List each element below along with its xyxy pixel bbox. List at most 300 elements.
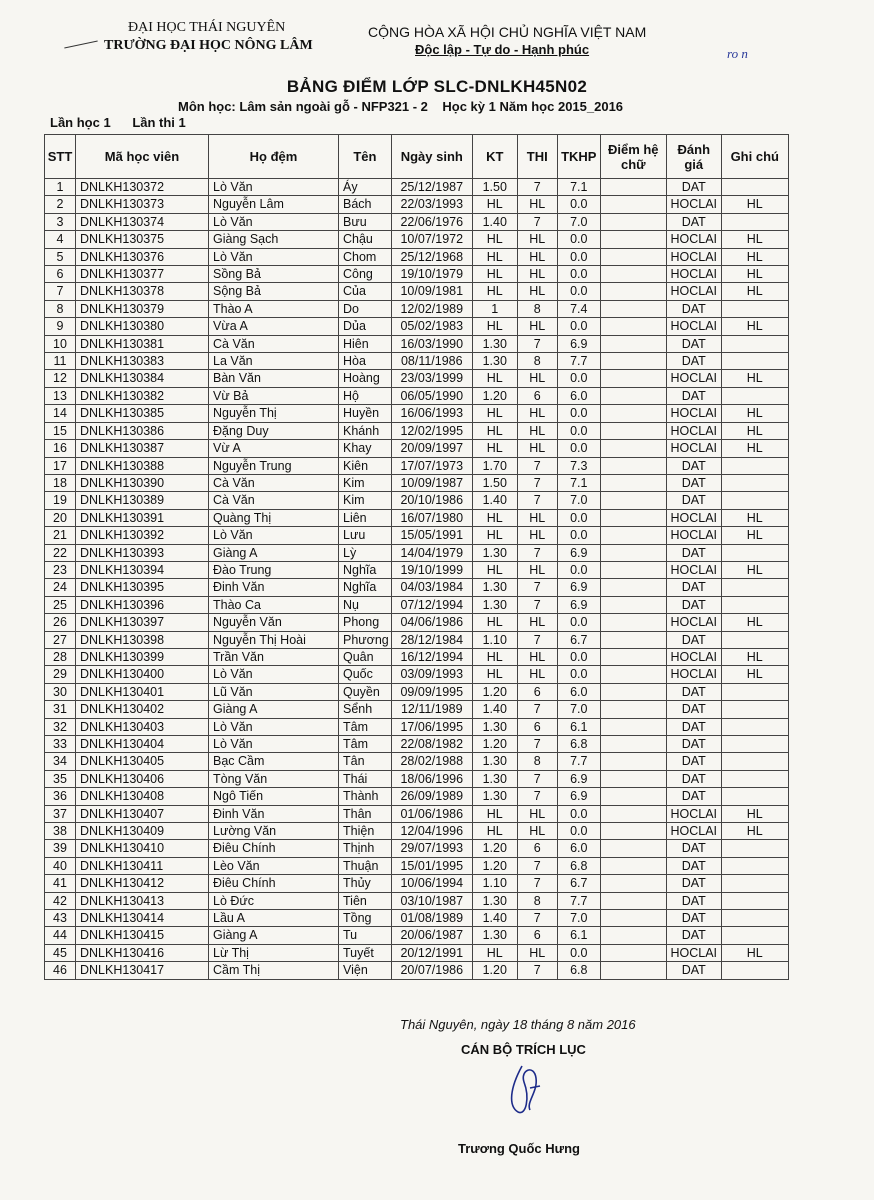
cell-student-id: DNLKH130407 <box>76 805 209 822</box>
cell-letter-grade <box>600 266 666 283</box>
cell-kt: HL <box>472 944 517 961</box>
cell-student-id: DNLKH130413 <box>76 892 209 909</box>
cell-kt: HL <box>472 509 517 526</box>
cell-letter-grade <box>600 231 666 248</box>
column-header: STT <box>45 135 76 179</box>
cell-birthdate: 22/08/1982 <box>391 736 472 753</box>
cell-thi: 7 <box>517 857 557 874</box>
cell-birthdate: 22/06/1976 <box>391 213 472 230</box>
cell-given-name: Liên <box>339 509 392 526</box>
cell-note <box>721 892 788 909</box>
table-header-row <box>45 135 789 179</box>
cell-kt: HL <box>472 231 517 248</box>
cell-stt: 8 <box>45 300 76 317</box>
cell-tkhp: 6.8 <box>557 857 600 874</box>
cell-surname: Giàng A <box>209 544 339 561</box>
cell-birthdate: 12/02/1995 <box>391 422 472 439</box>
cell-given-name: Dủa <box>339 318 392 335</box>
cell-letter-grade <box>600 701 666 718</box>
cell-note: HL <box>721 231 788 248</box>
cell-surname: Nguyễn Lâm <box>209 196 339 213</box>
cell-kt: 1.40 <box>472 701 517 718</box>
cell-letter-grade <box>600 283 666 300</box>
cell-given-name: Công <box>339 266 392 283</box>
cell-birthdate: 26/09/1989 <box>391 788 472 805</box>
table-row <box>45 387 789 404</box>
cell-kt: 1.30 <box>472 788 517 805</box>
cell-note <box>721 962 788 979</box>
cell-tkhp: 7.7 <box>557 353 600 370</box>
cell-stt: 40 <box>45 857 76 874</box>
cell-stt: 20 <box>45 509 76 526</box>
attempt-info <box>50 115 204 130</box>
cell-evaluation: DAT <box>666 875 721 892</box>
table-row <box>45 283 789 300</box>
table-row <box>45 440 789 457</box>
cell-note <box>721 300 788 317</box>
cell-note: HL <box>721 248 788 265</box>
cell-surname: Giàng Sạch <box>209 231 339 248</box>
table-row <box>45 300 789 317</box>
cell-student-id: DNLKH130412 <box>76 875 209 892</box>
table-row <box>45 596 789 613</box>
cell-tkhp: 0.0 <box>557 509 600 526</box>
table-row <box>45 474 789 491</box>
cell-tkhp: 6.8 <box>557 962 600 979</box>
cell-note <box>721 910 788 927</box>
cell-tkhp: 0.0 <box>557 318 600 335</box>
cell-evaluation: HOCLAI <box>666 422 721 439</box>
cell-surname: Nguyễn Thị Hoài <box>209 631 339 648</box>
cell-evaluation: DAT <box>666 631 721 648</box>
column-header: Họ đệm <box>209 135 339 179</box>
cell-birthdate: 20/09/1997 <box>391 440 472 457</box>
cell-surname: Vừ Bả <box>209 387 339 404</box>
cell-student-id: DNLKH130376 <box>76 248 209 265</box>
cell-student-id: DNLKH130402 <box>76 701 209 718</box>
cell-note: HL <box>721 648 788 665</box>
cell-birthdate: 12/11/1989 <box>391 701 472 718</box>
cell-note: HL <box>721 805 788 822</box>
cell-note <box>721 457 788 474</box>
cell-stt: 37 <box>45 805 76 822</box>
cell-letter-grade <box>600 823 666 840</box>
cell-evaluation: DAT <box>666 840 721 857</box>
cell-note <box>721 683 788 700</box>
cell-given-name: Tu <box>339 927 392 944</box>
cell-thi: 7 <box>517 875 557 892</box>
cell-kt: 1.20 <box>472 962 517 979</box>
cell-note <box>721 474 788 491</box>
cell-student-id: DNLKH130410 <box>76 840 209 857</box>
cell-given-name: Hộ <box>339 387 392 404</box>
cell-evaluation: DAT <box>666 788 721 805</box>
cell-stt: 36 <box>45 788 76 805</box>
cell-birthdate: 29/07/1993 <box>391 840 472 857</box>
cell-tkhp: 6.7 <box>557 631 600 648</box>
cell-note: HL <box>721 440 788 457</box>
cell-note: HL <box>721 422 788 439</box>
cell-kt: HL <box>472 370 517 387</box>
cell-surname: Cà Văn <box>209 474 339 491</box>
cell-student-id: DNLKH130389 <box>76 492 209 509</box>
cell-evaluation: DAT <box>666 718 721 735</box>
cell-letter-grade <box>600 387 666 404</box>
cell-note <box>721 631 788 648</box>
cell-student-id: DNLKH130379 <box>76 300 209 317</box>
cell-birthdate: 20/10/1986 <box>391 492 472 509</box>
cell-stt: 14 <box>45 405 76 422</box>
cell-tkhp: 0.0 <box>557 561 600 578</box>
cell-thi: 7 <box>517 596 557 613</box>
cell-tkhp: 0.0 <box>557 823 600 840</box>
cell-tkhp: 6.9 <box>557 579 600 596</box>
cell-student-id: DNLKH130380 <box>76 318 209 335</box>
cell-evaluation: DAT <box>666 335 721 352</box>
cell-evaluation: HOCLAI <box>666 266 721 283</box>
cell-stt: 21 <box>45 527 76 544</box>
handwritten-note: ro n <box>727 46 748 61</box>
cell-stt: 26 <box>45 614 76 631</box>
cell-student-id: DNLKH130390 <box>76 474 209 491</box>
column-header: TKHP <box>557 135 600 179</box>
cell-evaluation: DAT <box>666 736 721 753</box>
cell-note <box>721 857 788 874</box>
cell-student-id: DNLKH130396 <box>76 596 209 613</box>
study-attempt: Lần học 1 <box>50 115 111 130</box>
cell-student-id: DNLKH130415 <box>76 927 209 944</box>
cell-given-name: Hoàng <box>339 370 392 387</box>
cell-surname: Lường Văn <box>209 823 339 840</box>
cell-note <box>721 213 788 230</box>
cell-tkhp: 0.0 <box>557 614 600 631</box>
cell-stt: 30 <box>45 683 76 700</box>
cell-letter-grade <box>600 474 666 491</box>
table-row <box>45 335 789 352</box>
cell-birthdate: 25/12/1968 <box>391 248 472 265</box>
column-header: Ghi chú <box>721 135 788 179</box>
cell-kt: HL <box>472 405 517 422</box>
cell-note <box>721 492 788 509</box>
cell-given-name: Thịnh <box>339 840 392 857</box>
cell-student-id: DNLKH130417 <box>76 962 209 979</box>
cell-kt: HL <box>472 805 517 822</box>
cell-student-id: DNLKH130388 <box>76 457 209 474</box>
cell-note <box>721 753 788 770</box>
cell-given-name: Tân <box>339 753 392 770</box>
cell-student-id: DNLKH130378 <box>76 283 209 300</box>
cell-letter-grade <box>600 718 666 735</box>
table-row <box>45 248 789 265</box>
cell-stt: 38 <box>45 823 76 840</box>
cell-letter-grade <box>600 440 666 457</box>
cell-birthdate: 10/07/1972 <box>391 231 472 248</box>
cell-evaluation: HOCLAI <box>666 318 721 335</box>
cell-surname: Nguyễn Trung <box>209 457 339 474</box>
cell-evaluation: HOCLAI <box>666 944 721 961</box>
cell-birthdate: 16/07/1980 <box>391 509 472 526</box>
cell-birthdate: 19/10/1979 <box>391 266 472 283</box>
cell-student-id: DNLKH130398 <box>76 631 209 648</box>
cell-given-name: Bách <box>339 196 392 213</box>
cell-note <box>721 579 788 596</box>
cell-birthdate: 15/05/1991 <box>391 527 472 544</box>
cell-surname: Lò Văn <box>209 736 339 753</box>
cell-evaluation: HOCLAI <box>666 370 721 387</box>
cell-evaluation: HOCLAI <box>666 648 721 665</box>
cell-letter-grade <box>600 683 666 700</box>
cell-evaluation: DAT <box>666 753 721 770</box>
cell-kt: 1.30 <box>472 718 517 735</box>
cell-surname: Điêu Chính <box>209 875 339 892</box>
cell-thi: 8 <box>517 892 557 909</box>
cell-letter-grade <box>600 892 666 909</box>
cell-tkhp: 0.0 <box>557 266 600 283</box>
cell-birthdate: 16/06/1993 <box>391 405 472 422</box>
cell-thi: 7 <box>517 474 557 491</box>
cell-kt: HL <box>472 422 517 439</box>
cell-letter-grade <box>600 962 666 979</box>
table-row <box>45 857 789 874</box>
cell-letter-grade <box>600 457 666 474</box>
cell-birthdate: 05/02/1983 <box>391 318 472 335</box>
cell-kt: 1.30 <box>472 927 517 944</box>
cell-surname: Sộng Bả <box>209 283 339 300</box>
cell-stt: 31 <box>45 701 76 718</box>
cell-kt: 1.30 <box>472 596 517 613</box>
cell-thi: HL <box>517 614 557 631</box>
national-title: CỘNG HÒA XÃ HỘI CHỦ NGHĨA VIỆT NAM <box>368 24 647 40</box>
cell-note <box>721 335 788 352</box>
cell-letter-grade <box>600 579 666 596</box>
cell-evaluation: DAT <box>666 892 721 909</box>
cell-student-id: DNLKH130383 <box>76 353 209 370</box>
cell-given-name: Quyền <box>339 683 392 700</box>
cell-thi: 6 <box>517 718 557 735</box>
cell-tkhp: 7.7 <box>557 892 600 909</box>
cell-surname: Nguyễn Thị <box>209 405 339 422</box>
table-row <box>45 875 789 892</box>
cell-given-name: Thiện <box>339 823 392 840</box>
cell-thi: HL <box>517 805 557 822</box>
cell-kt: 1.20 <box>472 683 517 700</box>
cell-evaluation: HOCLAI <box>666 561 721 578</box>
cell-birthdate: 14/04/1979 <box>391 544 472 561</box>
cell-evaluation: DAT <box>666 544 721 561</box>
cell-student-id: DNLKH130374 <box>76 213 209 230</box>
cell-kt: HL <box>472 648 517 665</box>
cell-birthdate: 28/12/1984 <box>391 631 472 648</box>
cell-surname: Lò Văn <box>209 248 339 265</box>
cell-surname: Ngô Tiến <box>209 788 339 805</box>
cell-letter-grade <box>600 318 666 335</box>
cell-tkhp: 7.1 <box>557 474 600 491</box>
cell-birthdate: 04/03/1984 <box>391 579 472 596</box>
cell-surname: Tòng Văn <box>209 770 339 787</box>
cell-evaluation: HOCLAI <box>666 614 721 631</box>
cell-student-id: DNLKH130372 <box>76 179 209 196</box>
cell-letter-grade <box>600 770 666 787</box>
cell-stt: 29 <box>45 666 76 683</box>
cell-thi: 7 <box>517 701 557 718</box>
cell-thi: HL <box>517 944 557 961</box>
table-row <box>45 509 789 526</box>
cell-stt: 6 <box>45 266 76 283</box>
cell-tkhp: 0.0 <box>557 422 600 439</box>
cell-evaluation: DAT <box>666 353 721 370</box>
cell-letter-grade <box>600 353 666 370</box>
national-motto: Độc lập - Tự do - Hạnh phúc <box>415 42 590 57</box>
cell-kt: HL <box>472 823 517 840</box>
cell-student-id: DNLKH130416 <box>76 944 209 961</box>
cell-thi: 7 <box>517 179 557 196</box>
cell-evaluation: DAT <box>666 387 721 404</box>
cell-thi: 7 <box>517 788 557 805</box>
cell-evaluation: HOCLAI <box>666 283 721 300</box>
cell-thi: 7 <box>517 910 557 927</box>
cell-letter-grade <box>600 492 666 509</box>
cell-given-name: Viện <box>339 962 392 979</box>
cell-birthdate: 17/06/1995 <box>391 718 472 735</box>
cell-thi: HL <box>517 422 557 439</box>
cell-note: HL <box>721 266 788 283</box>
cell-thi: HL <box>517 440 557 457</box>
cell-tkhp: 6.9 <box>557 770 600 787</box>
cell-thi: HL <box>517 283 557 300</box>
cell-letter-grade <box>600 527 666 544</box>
cell-birthdate: 23/03/1999 <box>391 370 472 387</box>
cell-kt: 1.30 <box>472 544 517 561</box>
cell-given-name: Hòa <box>339 353 392 370</box>
cell-tkhp: 0.0 <box>557 944 600 961</box>
cell-note <box>721 596 788 613</box>
cell-birthdate: 15/01/1995 <box>391 857 472 874</box>
cell-thi: HL <box>517 527 557 544</box>
cell-student-id: DNLKH130411 <box>76 857 209 874</box>
cell-birthdate: 20/06/1987 <box>391 927 472 944</box>
cell-thi: 7 <box>517 736 557 753</box>
table-row <box>45 353 789 370</box>
cell-evaluation: DAT <box>666 683 721 700</box>
cell-birthdate: 16/12/1994 <box>391 648 472 665</box>
cell-student-id: DNLKH130393 <box>76 544 209 561</box>
cell-thi: HL <box>517 561 557 578</box>
cell-thi: HL <box>517 248 557 265</box>
cell-kt: 1.30 <box>472 770 517 787</box>
cell-thi: HL <box>517 318 557 335</box>
cell-given-name: Thân <box>339 805 392 822</box>
cell-given-name: Áy <box>339 179 392 196</box>
cell-given-name: Khay <box>339 440 392 457</box>
exam-attempt: Lần thi 1 <box>132 115 186 130</box>
cell-stt: 13 <box>45 387 76 404</box>
cell-letter-grade <box>600 805 666 822</box>
cell-birthdate: 12/04/1996 <box>391 823 472 840</box>
cell-note <box>721 718 788 735</box>
cell-evaluation: DAT <box>666 300 721 317</box>
cell-kt: 1.40 <box>472 492 517 509</box>
cell-stt: 2 <box>45 196 76 213</box>
table-row <box>45 527 789 544</box>
column-header: Mã học viên <box>76 135 209 179</box>
cell-stt: 27 <box>45 631 76 648</box>
cell-surname: Thào Ca <box>209 596 339 613</box>
cell-note <box>721 770 788 787</box>
cell-given-name: Hiên <box>339 335 392 352</box>
cell-letter-grade <box>600 509 666 526</box>
cell-note: HL <box>721 823 788 840</box>
cell-kt: HL <box>472 283 517 300</box>
cell-note: HL <box>721 196 788 213</box>
cell-given-name: Chậu <box>339 231 392 248</box>
cell-given-name: Sểnh <box>339 701 392 718</box>
cell-letter-grade <box>600 179 666 196</box>
cell-stt: 42 <box>45 892 76 909</box>
cell-thi: 7 <box>517 544 557 561</box>
cell-letter-grade <box>600 561 666 578</box>
cell-stt: 39 <box>45 840 76 857</box>
cell-surname: Lừ Thị <box>209 944 339 961</box>
cell-surname: Giàng A <box>209 927 339 944</box>
cell-letter-grade <box>600 666 666 683</box>
cell-tkhp: 6.1 <box>557 718 600 735</box>
cell-birthdate: 17/07/1973 <box>391 457 472 474</box>
table-row <box>45 614 789 631</box>
cell-surname: Cầm Thị <box>209 962 339 979</box>
cell-evaluation: HOCLAI <box>666 440 721 457</box>
cell-tkhp: 0.0 <box>557 231 600 248</box>
cell-stt: 33 <box>45 736 76 753</box>
cell-kt: 1.20 <box>472 736 517 753</box>
column-header: Đánh giá <box>666 135 721 179</box>
cell-letter-grade <box>600 840 666 857</box>
cell-stt: 10 <box>45 335 76 352</box>
cell-kt: 1.10 <box>472 875 517 892</box>
handwritten-signature <box>500 1058 560 1118</box>
cell-birthdate: 12/02/1989 <box>391 300 472 317</box>
table-row <box>45 840 789 857</box>
cell-stt: 5 <box>45 248 76 265</box>
cell-kt: 1.20 <box>472 387 517 404</box>
cell-note: HL <box>721 666 788 683</box>
cell-thi: HL <box>517 405 557 422</box>
table-row <box>45 405 789 422</box>
cell-note <box>721 387 788 404</box>
cell-tkhp: 7.4 <box>557 300 600 317</box>
table-row <box>45 770 789 787</box>
cell-birthdate: 06/05/1990 <box>391 387 472 404</box>
cell-student-id: DNLKH130375 <box>76 231 209 248</box>
table-row <box>45 631 789 648</box>
cell-stt: 41 <box>45 875 76 892</box>
cell-tkhp: 0.0 <box>557 370 600 387</box>
cell-note: HL <box>721 944 788 961</box>
cell-student-id: DNLKH130397 <box>76 614 209 631</box>
column-header: KT <box>472 135 517 179</box>
column-header: Tên <box>339 135 392 179</box>
cell-thi: 6 <box>517 840 557 857</box>
cell-tkhp: 0.0 <box>557 648 600 665</box>
cell-stt: 11 <box>45 353 76 370</box>
table-row <box>45 701 789 718</box>
header-divider <box>64 40 97 48</box>
cell-evaluation: HOCLAI <box>666 248 721 265</box>
cell-surname: Bạc Cầm <box>209 753 339 770</box>
cell-surname: Trần Văn <box>209 648 339 665</box>
cell-kt: 1.50 <box>472 474 517 491</box>
table-row <box>45 266 789 283</box>
cell-surname: Lèo Văn <box>209 857 339 874</box>
